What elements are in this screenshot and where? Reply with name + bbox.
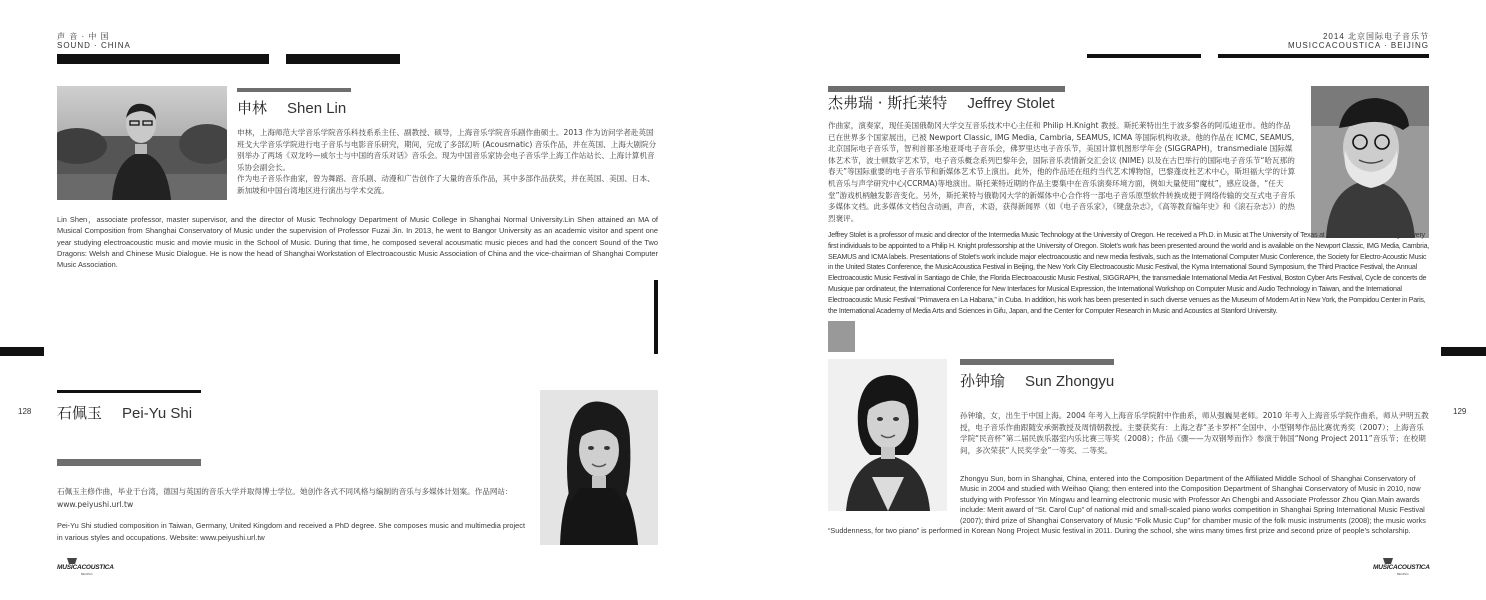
logo-musicacoustica-left	[57, 556, 113, 578]
vertical-divider	[654, 280, 658, 354]
name-en: Shen Lin	[287, 100, 347, 117]
bio-zh-jeffrey-stolet: 作曲家，演奏家，现任美国俄勒冈大学交互音乐技术中心主任和 Philip H.Knight 教授。斯托莱特出生于波多黎各的阿瓜迪亚市。他的作品已在世界多个国家展出，已被 Newport Classic, IMG Media, Cambria, SEAMUS, ICMA 等国际机构收录。他的作品在 ICMC, SEAMUS, 北京国际电子音乐节，智利首都圣地亚哥电子音乐会，佛罗里达电子音乐节，美国计算机图形学年会 (SIGGRAPH)，transmediale 国际媒体艺术节，波士顿数字艺术节，电子音乐概念系列巴黎年会，国际音乐表情新交汇会议 (NIME) 以及在古巴举行的国际电子音乐节“哈瓦那的春天”等国际重要的电子音乐节和新媒体艺术节上演出。此外，他的作品还在纽约当代艺术博物馆，巴黎蓬皮杜艺术中心，斯坦福大学的计算机音乐与声学研究中心(CCRMA)等地演出。斯托莱特近期的作品主要集中在音乐演奏环境方面，例如大量使用“魔杖”，感应设备，“任天堂”游戏机柄触发影音变化。另外，斯托莱特与俄勒冈大学的新媒体中心合作将一部电子音乐原型软件转换成便于网络传输的交互式电子音乐多媒体文档。此多媒体文档包含动画，声音，术语，获得新闻界（如《电子音乐家》，《键盘杂志》，《高等教育编年史》和《滚石杂志》）的热烈褒评。	[828, 121, 1296, 223]
name-sun-zhongyu	[960, 370, 1114, 391]
header-rule	[1218, 54, 1429, 58]
header-right-zh: 2014 北京国际电子音乐节	[1322, 32, 1429, 41]
logo-subtext: BEIJING	[1397, 572, 1409, 576]
bio-zh-sun-zhongyu: 孙钟瑜，女，出生于中国上海。2004 年考入上海音乐学院附中作曲系，师从强巍昊老师。2010 年考入上海音乐学院作曲系，师从尹明五教授，电子音乐作曲跟随安承弼教授及周情朝教授。主要获奖有：上海之春“圣卡罗杯”全国中、小型钢琴作品比赛优秀奖（2007）；上海音乐学院“民音杯”第二届民族乐器室内乐比赛三等奖（2008）；作品《骤——为双钢琴而作》参演于韩国“Nong Project 2011”音乐节；在校期间，多次荣获“人民奖学金”一等奖、二等奖。	[960, 411, 1429, 455]
header-rule	[57, 54, 269, 64]
page-number-right: 129	[1453, 407, 1467, 416]
side-tab	[0, 347, 44, 356]
name-rule	[237, 88, 351, 92]
section-rule	[57, 459, 201, 466]
logo-text: MUSICACOUSTICA	[1373, 564, 1430, 571]
bio-en-sun-zhongyu	[828, 474, 1429, 546]
name-en: Pei-Yu Shi	[122, 405, 193, 422]
bio-en-pei-yu-shi: Pei-Yu Shi studied composition in Taiwan, Germany, United Kingdom and received a PhD degree. She composes music and multimedia project in various styles and occupations. Website: www.peiyushi.url.tw	[57, 521, 526, 543]
name-en: Sun Zhongyu	[1025, 373, 1115, 390]
name-shen-lin	[237, 97, 346, 118]
bio-en-text: Zhongyu Sun, born in Shanghai, China, entered into the Composition Department of the Affiliated Middle School of Shanghai Conservatory of Music in 2004 and studied with Weihao Qiang; then entered into the Composition Department of Shanghai Conservatory of Music in 2010, now studying with Professor Yin Mingwu and learning electronic music with Professor An Chengbi and Associate Professor Zhou Qian.Main awards include: Merit award of “St. Carol Cup” of national mid and small-scaled piano works competition in Shanghai Spring International Music Festival (2007); third prize of Shanghai Conservatory of Music “Folk Music Cup” for chamber music of the folk music instruments (2008); the music works “Suddenness, for two piano” is performed in Korean Nong Project Music festival in 2011. During the school, she wins many times first prize and second prize of people’s scholarship.	[828, 474, 1426, 536]
header-rule	[286, 54, 400, 64]
name-jeffrey-stolet	[828, 92, 1055, 113]
name-zh: 孙钟瑜	[960, 372, 1006, 390]
header-right	[1288, 32, 1429, 50]
bio-zh-para1: 申林，上海师范大学音乐学院音乐科技系系主任、副教授、硕导，上海音乐学院音乐剧作曲硕士。2013 作为访问学者赴英国班戈大学音乐学院进行电子音乐与电影音乐研究，期间，完成了多部幻听 (Acousmatic) 音乐作品，并在英国、上海大剧院分别举办了两场《双龙吟—威尔士与中国的音乐对话》音乐会。现为中国音乐家协会电子音乐学上海工作站站长、上海计算机音乐协会副会长。	[237, 128, 657, 172]
name-zh: 石佩玉	[57, 404, 103, 422]
header-left	[57, 32, 131, 50]
name-zh: 申林	[237, 99, 268, 117]
header-left-en: SOUND · CHINA	[57, 41, 131, 50]
bio-en-shen-lin: Lin Shen，associate professor, master supervisor, and the director of Music Technology Department of Music College in Shanghai Normal University.Lin Shen attained an MA of Musical Composition from Shanghai Conservatory of Music under the supervision of Professor Fuzai Jin. In 2013, he went to Bangor University as an academic visitor and spent one year studying electroacoustic music and movie music in the School of Music. During that time, he composed several acousmatic music pieces and had the concert Sound of the Two Dragons: Welsh and Chinese Music Dialogue. He is now the head of Shanghai Workstation of Electroacoustic Music Association of China and the vice-chairman of Shanghai Computer Music Association.	[57, 215, 658, 270]
gray-block	[828, 321, 855, 352]
bio-zh-pei-yu-shi: 石佩玉主修作曲，毕业于台湾，德国与英国的音乐大学并取得博士学位。她创作各式不同风格与编制的音乐与多媒体计划案。作品网站：www.peiyushi.url.tw	[57, 487, 513, 509]
bio-en-jeffrey-stolet: Jeffrey Stolet is a professor of music and director of the Intermedia Music Technology at the University of Oregon. He received a Ph.D. in Music at The University of Texas at Austin. Stolet was among the very first individuals to be appointed to a Philip H. Knight professorship at the University of Oregon. Stolet’s work has been presented around the world and is available on the Newport Classic, IMG Media, Cambria, SEAMUS and ICMA labels. Presentations of Stolet’s work include major electroacoustic and new media festivals, such as the International Computer Music Conference, the Society for Electro-Acoustic Music in the United States Conference, the MusicAcoustica Festival in Beijing, the New York City Electroacoustic Music Festival, the Kyma International Sound Symposium, the Third Practice Festival, the Annual Electroacoustic Music Festival in Santiago de Chile, the Florida Electroacoustic Music Festival, SIGGRAPH, the transmediale International Media Art Festival, Boston Cyber Arts Festival, Cycle de concerts de Musique par ordinateur, the International Conference for New Interfaces for Musical Expression, the International Workshop on Computer Music and Audio Technology in Taiwan, and the International Electroacoustic Music Festival “Primavera en La Habana,” in Cuba. In addition, his work has been presented in such diverse venues as the Museum of Modern Art in New York, the Pompidou Center in Paris, the International Academy of Media Arts and Sciences in Gifu, Japan, and the Center for Computer Research in Music and Acoustics at Stanford University.	[828, 231, 1429, 315]
header-rule	[1087, 54, 1201, 58]
header-left-zh: 声 音 · 中 国	[57, 32, 110, 41]
photo-jeffrey-stolet	[1311, 86, 1429, 238]
name-rule	[960, 359, 1114, 365]
header-right-en: MUSICCACOUSTICA · BEIJING	[1287, 41, 1429, 50]
side-tab	[1441, 347, 1486, 356]
name-zh: 杰弗瑞 · 斯托莱特	[828, 94, 948, 112]
name-rule	[57, 390, 201, 393]
name-en: Jeffrey Stolet	[967, 95, 1055, 112]
photo-pei-yu-shi	[540, 390, 658, 545]
photo-shen-lin	[57, 86, 227, 200]
page-number-left: 128	[18, 407, 32, 416]
bio-zh-shen-lin	[237, 127, 658, 197]
logo-subtext: BEIJING	[81, 572, 93, 576]
logo-text: MUSICACOUSTICA	[57, 564, 114, 571]
name-pei-yu-shi	[57, 402, 192, 423]
logo-musicacoustica-right	[1373, 556, 1429, 578]
bio-zh-para2: 作为电子音乐作曲家，曾为舞蹈、音乐剧、动漫和广告创作了大量的音乐作品，其中多部作品获奖，并在英国、美国、日本、新加坡和中国台湾地区进行演出与学术交流。	[237, 174, 655, 195]
